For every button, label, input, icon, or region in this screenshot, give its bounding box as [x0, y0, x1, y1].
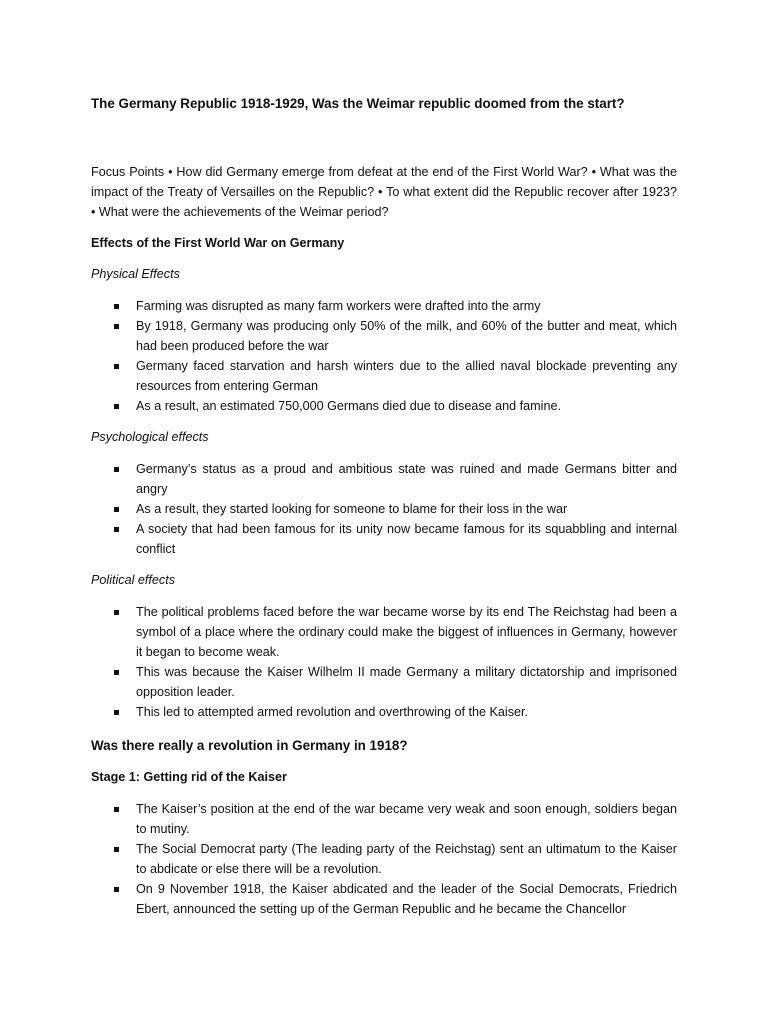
- list-item: The political problems faced before the war became worse by its end The Reichstag had been a symbol of a place where the ordinary could make the biggest of influences in Germany, however it began to become weak.: [91, 602, 677, 662]
- bullet-square-icon: [114, 507, 119, 512]
- bullet-square-icon: [114, 304, 119, 309]
- list-item: On 9 November 1918, the Kaiser abdicated and the leader of the Social Democrats, Friedrich Ebert, announced the setting up of the German Republic and he became the Chancellor: [91, 879, 677, 919]
- bullet-square-icon: [114, 610, 119, 615]
- bullet-square-icon: [114, 404, 119, 409]
- list-item: By 1918, Germany was producing only 50% of the milk, and 60% of the butter and meat, which had been produced before the war: [91, 316, 677, 356]
- document-title: The Germany Republic 1918-1929, Was the Weimar republic doomed from the start?: [91, 96, 625, 111]
- physical-effects-heading: Physical Effects: [91, 267, 180, 281]
- list-item: As a result, an estimated 750,000 Germans died due to disease and famine.: [91, 396, 677, 416]
- list-item: Germany faced starvation and harsh winters due to the allied naval blockade preventing any resources from entering German: [91, 356, 677, 396]
- bullet-square-icon: [114, 887, 119, 892]
- political-effects-heading: Political effects: [91, 573, 175, 587]
- revolution-heading: Was there really a revolution in Germany in 1918?: [91, 738, 408, 753]
- bullet-square-icon: [114, 364, 119, 369]
- list-item: Germany’s status as a proud and ambitious state was ruined and made Germans bitter and angry: [91, 459, 677, 499]
- bullet-square-icon: [114, 670, 119, 675]
- list-item: The Social Democrat party (The leading party of the Reichstag) sent an ultimatum to the Kaiser to abdicate or else there will be a revolution.: [91, 839, 677, 879]
- stage1-heading: Stage 1: Getting rid of the Kaiser: [91, 770, 287, 784]
- stage1-list: [91, 799, 677, 919]
- bullet-square-icon: [114, 710, 119, 715]
- bullet-square-icon: [114, 847, 119, 852]
- political-effects-list: [91, 602, 677, 722]
- psychological-effects-heading: Psychological effects: [91, 430, 209, 444]
- list-item: This was because the Kaiser Wilhelm II made Germany a military dictatorship and imprisoned opposition leader.: [91, 662, 677, 702]
- bullet-square-icon: [114, 467, 119, 472]
- bullet-square-icon: [114, 324, 119, 329]
- psychological-effects-list: [91, 459, 677, 559]
- list-item: As a result, they started looking for someone to blame for their loss in the war: [91, 499, 677, 519]
- list-item: A society that had been famous for its unity now became famous for its squabbling and internal conflict: [91, 519, 677, 559]
- focus-points-paragraph: Focus Points • How did Germany emerge from defeat at the end of the First World War? • What was the impact of the Treaty of Versailles on the Republic? • To what extent did the Republic recover after 1923? • What were the achievements of the Weimar period?: [91, 165, 677, 219]
- bullet-square-icon: [114, 807, 119, 812]
- effects-heading: Effects of the First World War on Germany: [91, 236, 345, 250]
- physical-effects-list: [91, 296, 677, 416]
- list-item: This led to attempted armed revolution and overthrowing of the Kaiser.: [91, 702, 677, 722]
- bullet-square-icon: [114, 527, 119, 532]
- list-item: Farming was disrupted as many farm workers were drafted into the army: [91, 296, 677, 316]
- list-item: The Kaiser’s position at the end of the war became very weak and soon enough, soldiers began to mutiny.: [91, 799, 677, 839]
